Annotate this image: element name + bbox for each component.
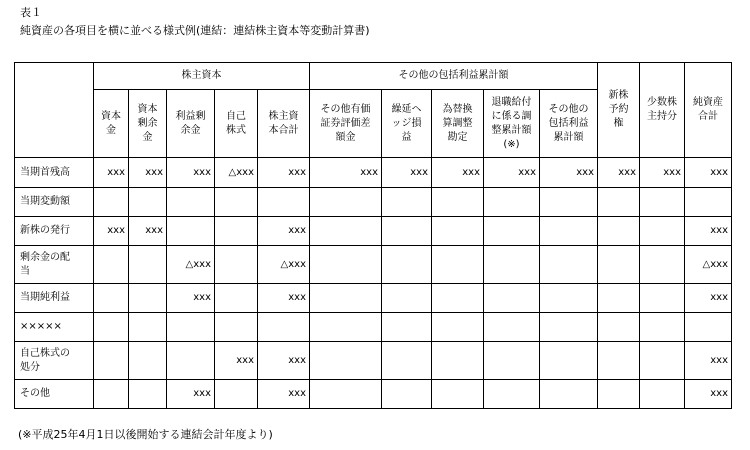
table-cell [310, 246, 382, 284]
table-cell: xxx [94, 217, 129, 246]
table-cell [432, 246, 484, 284]
table-cell [598, 188, 640, 217]
table-cell [484, 380, 540, 409]
table-row [15, 380, 732, 409]
table-cell: xxx [94, 158, 129, 188]
table-cell [685, 188, 732, 217]
table-cell: xxx [540, 158, 598, 188]
table-cell [94, 246, 129, 284]
table-cell: xxx [685, 380, 732, 409]
table-cell [215, 246, 258, 284]
table-cell [310, 284, 382, 313]
table-cell [167, 342, 215, 380]
table-cell [215, 188, 258, 217]
table-cell [310, 342, 382, 380]
table-cell [382, 313, 432, 342]
table-cell: xxx [167, 380, 215, 409]
column-header: 株主資 本合計 [258, 90, 310, 158]
table-cell [432, 380, 484, 409]
table-row [15, 313, 732, 342]
table-cell: xxx [258, 342, 310, 380]
table-cell: xxx [167, 158, 215, 188]
table-cell [382, 246, 432, 284]
table-cell [640, 313, 685, 342]
column-header: 利益剰 余金 [167, 90, 215, 158]
table-cell [382, 380, 432, 409]
table-cell [598, 217, 640, 246]
row-label: 当期首残高 [15, 158, 94, 188]
table-cell [540, 217, 598, 246]
table-row [15, 188, 732, 217]
table-cell: xxx [258, 284, 310, 313]
table-cell: xxx [685, 284, 732, 313]
table-cell [484, 342, 540, 380]
table-row [15, 158, 732, 188]
table-cell [215, 313, 258, 342]
table-cell [215, 284, 258, 313]
table-cell [685, 313, 732, 342]
table-cell [598, 246, 640, 284]
table-cell [640, 246, 685, 284]
table-cell: xxx [258, 158, 310, 188]
table-cell [598, 284, 640, 313]
table-row [15, 217, 732, 246]
table-cell: xxx [640, 158, 685, 188]
column-header: 為替換 算調整 勘定 [432, 90, 484, 158]
table-cell: xxx [129, 217, 167, 246]
table-cell: xxx [258, 380, 310, 409]
footnote: (※平成25年4月1日以後開始する連結会計年度より) [18, 428, 273, 441]
table-row [15, 284, 732, 313]
table-cell [94, 380, 129, 409]
table-cell [129, 246, 167, 284]
equity-statement-table [14, 62, 732, 409]
table-cell [94, 188, 129, 217]
table-cell [215, 380, 258, 409]
column-header: 退職給付 に係る調 整累計額 (※) [484, 90, 540, 158]
table-cell [484, 246, 540, 284]
table-cell: △xxx [258, 246, 310, 284]
table-cell [598, 342, 640, 380]
row-label: 自己株式の 処分 [15, 342, 94, 380]
table-cell [258, 188, 310, 217]
corner-cell [15, 63, 94, 158]
group-header-row [15, 63, 732, 90]
table-cell [484, 284, 540, 313]
row-label: その他 [15, 380, 94, 409]
table-cell [382, 284, 432, 313]
table-cell [167, 188, 215, 217]
column-header: 資本 剰余 金 [129, 90, 167, 158]
table-cell [432, 188, 484, 217]
table-cell [540, 284, 598, 313]
table-cell: xxx [432, 158, 484, 188]
group-header-aoci: その他の包括利益累計額 [310, 63, 598, 90]
table-cell: △xxx [215, 158, 258, 188]
table-cell [540, 380, 598, 409]
table-cell [598, 313, 640, 342]
table-cell [432, 217, 484, 246]
table-cell [484, 188, 540, 217]
table-cell [310, 217, 382, 246]
table-cell [382, 217, 432, 246]
table-cell: xxx [685, 158, 732, 188]
table-title: 純資産の各項目を横に並べる様式例(連結：連結株主資本等変動計算書) [20, 24, 370, 37]
table-row [15, 246, 732, 284]
table-cell: xxx [382, 158, 432, 188]
column-header: 自己 株式 [215, 90, 258, 158]
table-cell [310, 380, 382, 409]
row-label: ××××× [15, 313, 94, 342]
group-header-shareholders-equity: 株主資本 [94, 63, 310, 90]
row-label: 新株の発行 [15, 217, 94, 246]
table-label: 表１ [20, 6, 42, 19]
table-cell [432, 313, 484, 342]
table-cell [640, 284, 685, 313]
table-cell: xxx [215, 342, 258, 380]
table-cell: xxx [129, 158, 167, 188]
table-cell [129, 313, 167, 342]
table-cell: xxx [685, 217, 732, 246]
table-cell [484, 313, 540, 342]
table-cell: xxx [310, 158, 382, 188]
table-cell [94, 284, 129, 313]
table-cell [382, 342, 432, 380]
column-header: 少数株 主持分 [640, 63, 685, 158]
table-cell [540, 342, 598, 380]
row-label: 剰余金の配 当 [15, 246, 94, 284]
table-cell: xxx [167, 284, 215, 313]
row-label: 当期変動額 [15, 188, 94, 217]
table-cell [484, 217, 540, 246]
table-cell [382, 188, 432, 217]
column-header: 新株 予約 権 [598, 63, 640, 158]
row-label: 当期純利益 [15, 284, 94, 313]
column-header: その他有価 証券評価差 額金 [310, 90, 382, 158]
table-cell: xxx [484, 158, 540, 188]
column-header: その他の 包括利益 累計額 [540, 90, 598, 158]
column-header: 資本 金 [94, 90, 129, 158]
table-cell [167, 313, 215, 342]
table-cell [640, 188, 685, 217]
table-cell: △xxx [685, 246, 732, 284]
table-cell [310, 188, 382, 217]
table-row [15, 342, 732, 380]
column-header: 純資産 合計 [685, 63, 732, 158]
table-cell [258, 313, 310, 342]
column-header: 繰延ヘ ッジ損 益 [382, 90, 432, 158]
table-cell [129, 188, 167, 217]
table-cell [215, 217, 258, 246]
table-cell: xxx [685, 342, 732, 380]
table-cell [167, 217, 215, 246]
table-cell [129, 342, 167, 380]
table-cell [540, 188, 598, 217]
table-cell [540, 313, 598, 342]
table-cell [94, 342, 129, 380]
table-cell [640, 380, 685, 409]
table-cell [640, 217, 685, 246]
table-cell: △xxx [167, 246, 215, 284]
table-cell [540, 246, 598, 284]
table-cell [432, 284, 484, 313]
table-cell [129, 284, 167, 313]
table-cell [640, 342, 685, 380]
table-cell [129, 380, 167, 409]
table-cell: xxx [258, 217, 310, 246]
table-cell: xxx [598, 158, 640, 188]
table-cell [432, 342, 484, 380]
table-cell [310, 313, 382, 342]
table-cell [94, 313, 129, 342]
table-cell [598, 380, 640, 409]
